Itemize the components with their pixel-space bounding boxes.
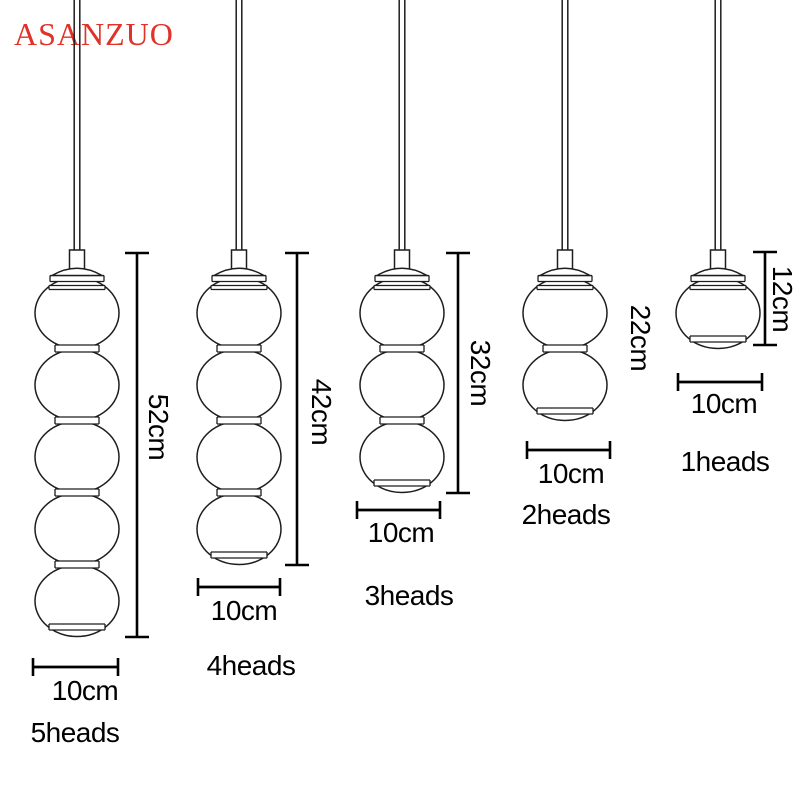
brand-logo: ASANZUO	[14, 16, 174, 52]
heads-label-4heads: 4heads	[206, 650, 296, 681]
height-label-1heads: 12cm	[767, 265, 798, 333]
heads-label-2heads: 2heads	[521, 499, 611, 530]
width-label-3heads: 10cm	[367, 517, 435, 548]
heads-label-5heads: 5heads	[30, 717, 120, 748]
height-label-3heads: 32cm	[465, 339, 496, 407]
width-label-5heads: 10cm	[51, 675, 119, 706]
heads-label-1heads: 1heads	[680, 446, 770, 477]
height-label-5heads: 52cm	[143, 393, 174, 461]
width-label-4heads: 10cm	[210, 595, 278, 626]
width-label-2heads: 10cm	[537, 458, 605, 489]
width-label-1heads: 10cm	[690, 388, 758, 419]
heads-label-3heads: 3heads	[364, 580, 454, 611]
height-label-2heads: 22cm	[625, 304, 656, 372]
height-label-4heads: 42cm	[306, 378, 337, 446]
